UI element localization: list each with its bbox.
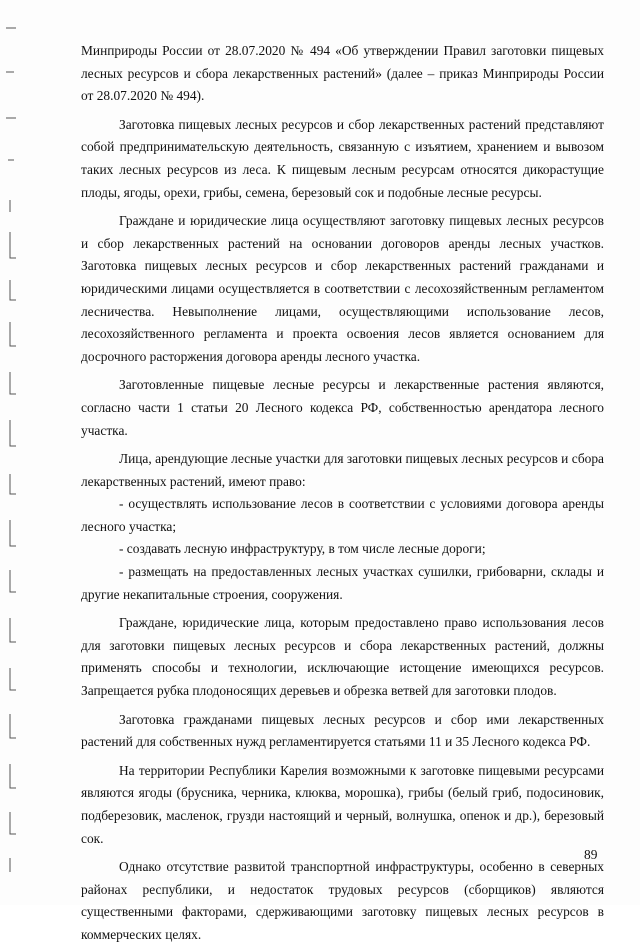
paragraph-9: Однако отсутствие развитой транспортной инфраструктуры, особенно в северных районах республики, и недостаток трудовых ресурсов (сборщиков) являются существенными факторами, сдерживающими заготовку пищевых лесных ресурсов в коммерческих целях. — [81, 859, 604, 942]
list-item-3: - размещать на предоставленных лесных участках сушилки, грибоварни, склады и другие некапитальные строения, сооружения. — [81, 564, 604, 602]
paragraph-5: Лица, арендующие лесные участки для заготовки пищевых лесных ресурсов и сбора лекарственных растений, имеют право: — [81, 451, 604, 489]
paragraph-1: Минприроды России от 28.07.2020 № 494 «Об утверждении Правил заготовки пищевых лесных ресурсов и сбора лекарственных растений» (далее – приказ Минприроды России от 28.07.2020 № 494). — [81, 43, 604, 104]
paragraph-8: На территории Республики Карелия возможными к заготовке пищевыми ресурсами являются ягоды (брусника, черника, клюква, морошка), грибы (белый гриб, подосиновик, подберезовик, масленок, грузди настоящий и черный, волнушка, опенок и др.), березовый сок. — [81, 762, 604, 846]
paragraph-2: Заготовка пищевых лесных ресурсов и сбор лекарственных растений представляют собой предпринимательскую деятельность, связанную с изъятием, хранением и вывозом таких лесных ресурсов из леса. К пищевым лесным ресурсам относятся дикорастущие плоды, ягоды, орехи, грибы, семена, березовый сок и подобные лесные ресурсы. — [81, 116, 604, 200]
paragraph-4: Заготовленные пищевые лесные ресурсы и лекарственные растения являются, согласно части 1 статьи 20 Лесного кодекса РФ, собственностью арендатора лесного участка. — [81, 377, 604, 438]
binding-margin-marks — [0, 0, 40, 905]
paragraph-7: Заготовка гражданами пищевых лесных ресурсов и сбор ими лекарственных растений для собственных нужд регламентируется статьями 11 и 35 Лесного кодекса РФ. — [81, 711, 604, 750]
list-item-1: - осуществлять использование лесов в соответствии с условиями договора аренды лесного участка; — [81, 496, 604, 534]
paragraph-6: Граждане, юридические лица, которым предоставлено право использования лесов для заготовки пищевых лесных ресурсов и сбора лекарственных растений, должны применять способы и технологии, исключающие истощение имеющихся ресурсов. Запрещается рубка плодоносящих деревьев и обрезка ветвей для заготовки плодов. — [81, 615, 604, 699]
list-item-2: - создавать лесную инфраструктуру, в том числе лесные дороги; — [119, 541, 486, 557]
paragraph-3: Граждане и юридические лица осуществляют заготовку пищевых лесных ресурсов и сбор лекарственных растений на основании договоров аренды лесных участков. Заготовка пищевых лесных ресурсов и сбор лекарственных растений гражданами и юридическими лицами осуществляется в соответствии с лесохозяйственным регламентом лесничества. Невыполнение лицами, осуществляющими использование лесов, лесохозяйственного регламента и проекта освоения лесов является основанием для досрочного расторжения договора аренды лесного участка. — [81, 213, 604, 364]
page-number: 89 — [584, 847, 598, 862]
document-body — [81, 40, 604, 947]
